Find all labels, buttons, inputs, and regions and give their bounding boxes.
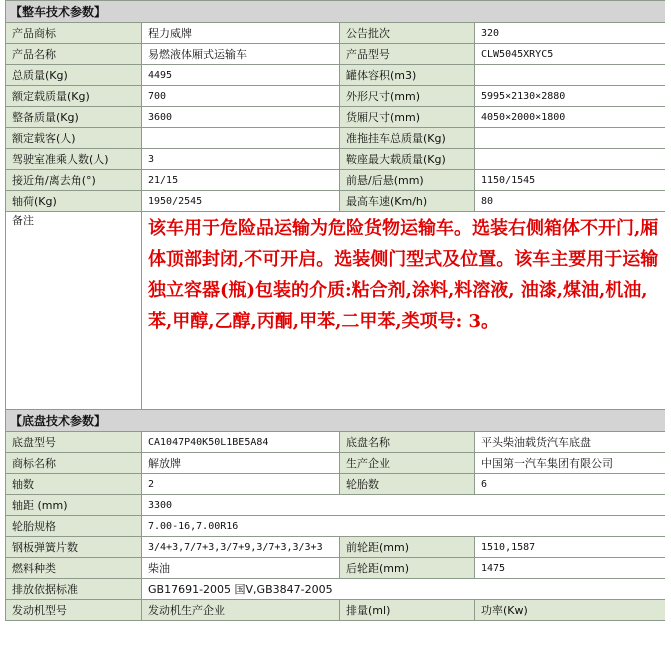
remarks-label: 备注: [6, 212, 142, 410]
param-value: 3600: [142, 107, 340, 128]
vehicle-params: [6, 23, 666, 212]
section-header-vehicle: [6, 1, 666, 23]
remarks-cell: [142, 212, 666, 410]
param-label: 底盘名称: [340, 432, 475, 453]
spec-row: [6, 495, 666, 516]
param-label: 轴荷(Kg): [6, 191, 142, 212]
param-value: 2: [142, 474, 340, 495]
param-value: 1150/1545: [475, 170, 666, 191]
param-label: 货厢尺寸(mm): [340, 107, 475, 128]
param-label: 公告批次: [340, 23, 475, 44]
param-label: 前悬/后悬(mm): [340, 170, 475, 191]
spec-table: [5, 0, 665, 621]
param-value: 80: [475, 191, 666, 212]
param-label: 前轮距(mm): [340, 537, 475, 558]
spec-row: [6, 107, 666, 128]
param-label: 额定载客(人): [6, 128, 142, 149]
param-value: 3/4+3,7/7+3,3/7+9,3/7+3,3/3+3: [142, 537, 340, 558]
param-label: 后轮距(mm): [340, 558, 475, 579]
engine-maker-header: 发动机生产企业: [142, 600, 340, 621]
param-label: 准拖挂车总质量(Kg): [340, 128, 475, 149]
spec-row: [6, 128, 666, 149]
param-label: 额定载质量(Kg): [6, 86, 142, 107]
remarks-row: [6, 212, 666, 410]
spec-row: [6, 516, 666, 537]
param-label: 外形尺寸(mm): [340, 86, 475, 107]
param-value: 21/15: [142, 170, 340, 191]
param-label: 罐体容积(m3): [340, 65, 475, 86]
param-value: 4495: [142, 65, 340, 86]
spec-row: [6, 65, 666, 86]
param-value: [475, 149, 666, 170]
spec-row: [6, 453, 666, 474]
param-value: GB17691-2005 国Ⅴ,GB3847-2005: [142, 579, 666, 600]
param-label: 底盘型号: [6, 432, 142, 453]
param-label: 产品商标: [6, 23, 142, 44]
spec-row: [6, 23, 666, 44]
spec-row: [6, 558, 666, 579]
param-label: 驾驶室准乘人数(人): [6, 149, 142, 170]
param-label: 燃料种类: [6, 558, 142, 579]
param-label: 轮胎数: [340, 474, 475, 495]
spec-row: [6, 170, 666, 191]
param-label: 钢板弹簧片数: [6, 537, 142, 558]
param-value: 320: [475, 23, 666, 44]
param-value: CA1047P40K50L1BE5A84: [142, 432, 340, 453]
param-value: 解放牌: [142, 453, 340, 474]
param-value: 1950/2545: [142, 191, 340, 212]
param-label: 轴距 (mm): [6, 495, 142, 516]
param-value: CLW5045XRYC5: [475, 44, 666, 65]
param-label: 鞍座最大载质量(Kg): [340, 149, 475, 170]
param-value: 7.00-16,7.00R16: [142, 516, 666, 537]
vehicle-spec-sheet: [5, 0, 665, 647]
spec-row: [6, 474, 666, 495]
section-title: 【整车技术参数】: [6, 1, 666, 23]
param-value: 4050×2000×1800: [475, 107, 666, 128]
param-value: 程力威牌: [142, 23, 340, 44]
section-header-chassis: [6, 410, 666, 432]
spec-row: [6, 579, 666, 600]
param-value: 1510,1587: [475, 537, 666, 558]
spec-row: [6, 191, 666, 212]
param-label: 产品名称: [6, 44, 142, 65]
remarks-text: 该车用于危险品运输为危险货物运输车。选装右侧箱体不开门,厢体顶部封闭,不可开启。选装侧门型式及位置。该车主要用于运输独立容器(瓶)包装的介质:粘合剂,涂料,料溶液, 油漆,煤油,机油,苯,甲醇,乙醇,丙酮,甲苯,二甲苯,类项号: 3。: [148, 218, 659, 332]
param-value: 柴油: [142, 558, 340, 579]
power-header: 功率(Kw): [475, 600, 666, 621]
param-label: 总质量(Kg): [6, 65, 142, 86]
param-value: 中国第一汽车集团有限公司: [475, 453, 666, 474]
param-value: 平头柴油载货汽车底盘: [475, 432, 666, 453]
param-label: 排放依据标准: [6, 579, 142, 600]
param-label: 整备质量(Kg): [6, 107, 142, 128]
chassis-params: [6, 432, 666, 621]
param-label: 产品型号: [340, 44, 475, 65]
param-value: [475, 65, 666, 86]
param-value: 易燃液体厢式运输车: [142, 44, 340, 65]
param-value: 3: [142, 149, 340, 170]
spec-row: [6, 86, 666, 107]
param-label: 商标名称: [6, 453, 142, 474]
param-value: 700: [142, 86, 340, 107]
param-label: 最高车速(Km/h): [340, 191, 475, 212]
param-value: [475, 128, 666, 149]
param-label: 轴数: [6, 474, 142, 495]
spec-row: [6, 149, 666, 170]
param-value: 3300: [142, 495, 666, 516]
param-value: 1475: [475, 558, 666, 579]
spec-row: [6, 432, 666, 453]
engine-header-row: [6, 600, 666, 621]
param-value: [142, 128, 340, 149]
spec-row: [6, 537, 666, 558]
param-value: 6: [475, 474, 666, 495]
param-value: 5995×2130×2880: [475, 86, 666, 107]
engine-model-header: 发动机型号: [6, 600, 142, 621]
param-label: 生产企业: [340, 453, 475, 474]
displacement-header: 排量(ml): [340, 600, 475, 621]
param-label: 轮胎规格: [6, 516, 142, 537]
spec-row: [6, 44, 666, 65]
section-title: 【底盘技术参数】: [6, 410, 666, 432]
param-label: 接近角/离去角(°): [6, 170, 142, 191]
